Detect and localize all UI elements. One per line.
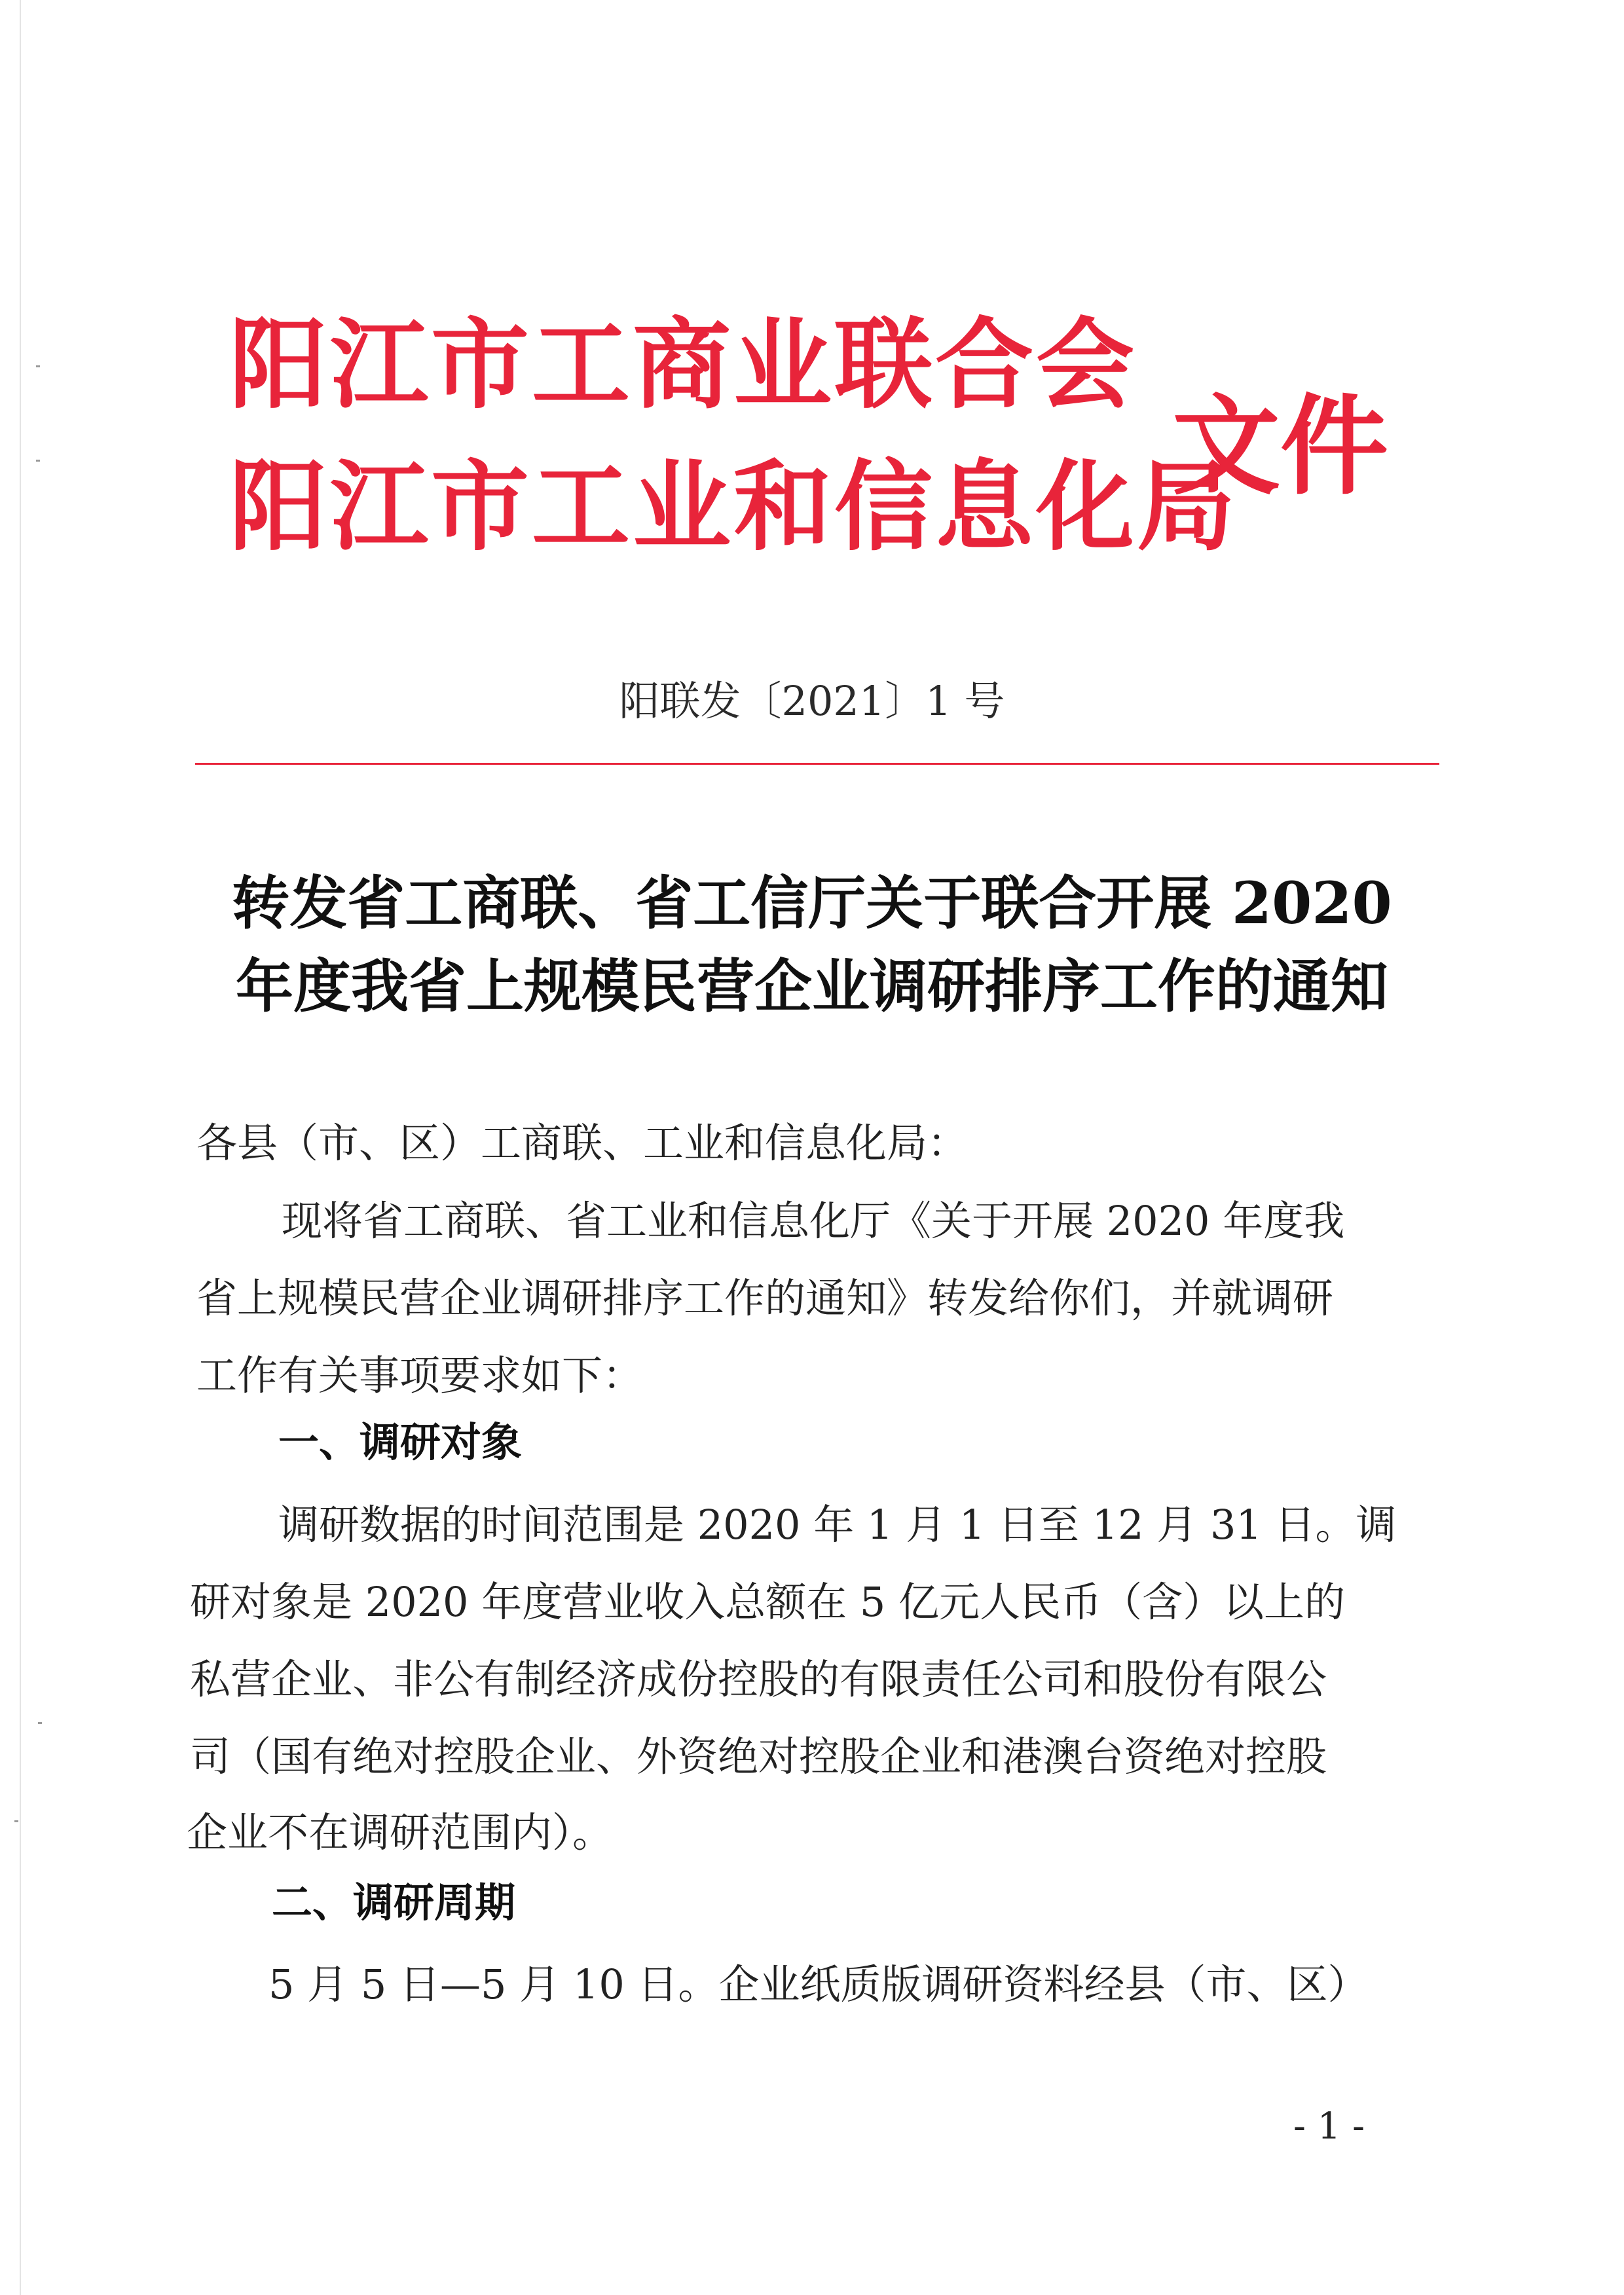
paragraph-line: 工作有关事项要求如下： bbox=[196, 1351, 644, 1399]
title-line: 转发省工商联、省工信厅关于联合开展 2020 bbox=[232, 869, 1392, 937]
scan-mark bbox=[14, 1820, 18, 1822]
section-heading: 二、调研周期 bbox=[272, 1879, 516, 1926]
section-heading: 一、调研对象 bbox=[278, 1418, 523, 1466]
paragraph-line: 5 月 5 日—5 月 10 日。企业纸质版调研资料经县（市、区） bbox=[268, 1960, 1369, 2008]
salutation: 各县（市、区）工商联、工业和信息化局： bbox=[196, 1119, 969, 1167]
paragraph-line: 现将省工商联、省工业和信息化厅《关于开展 2020 年度我 bbox=[282, 1197, 1345, 1245]
paragraph-line: 私营企业、非公有制经济成份控股的有限责任公司和股份有限公 bbox=[190, 1655, 1327, 1703]
title-line: 年度我省上规模民营企业调研排序工作的通知 bbox=[235, 952, 1388, 1020]
document-type-label: 文件 bbox=[1172, 384, 1388, 509]
scan-page-edge bbox=[20, 0, 21, 2295]
page-number: - 1 - bbox=[1293, 2105, 1365, 2148]
paragraph-line: 企业不在调研范围内）。 bbox=[187, 1808, 614, 1856]
paragraph-line: 研对象是 2020 年度营业收入总额在 5 亿元人民币（含）以上的 bbox=[190, 1578, 1346, 1626]
paragraph-line: 司（国有绝对控股企业、外资绝对控股企业和港澳台资绝对控股 bbox=[190, 1733, 1327, 1780]
scan-mark bbox=[36, 365, 40, 367]
issuing-org-1: 阳江市工商业联合会 bbox=[229, 308, 1137, 422]
scan-mark bbox=[38, 1722, 42, 1724]
scan-mark bbox=[36, 460, 40, 462]
document-number: 阳联发〔2021〕1 号 bbox=[619, 677, 1005, 725]
issuing-org-2: 阳江市工业和信息化局 bbox=[229, 450, 1238, 564]
paragraph-line: 调研数据的时间范围是 2020 年 1 月 1 日至 12 月 31 日。调 bbox=[278, 1501, 1397, 1549]
paragraph-line: 省上规模民营企业调研排序工作的通知》转发给你们，并就调研 bbox=[196, 1274, 1334, 1322]
red-divider bbox=[195, 763, 1439, 765]
